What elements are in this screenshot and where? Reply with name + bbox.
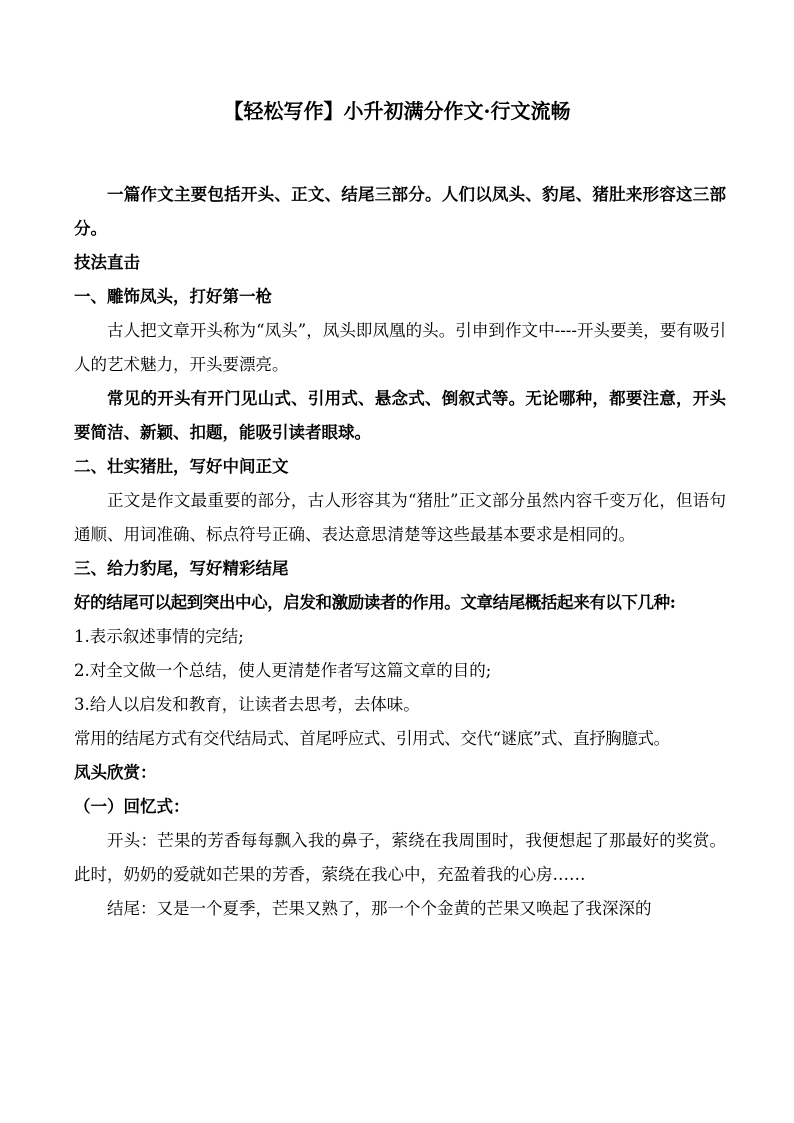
section-3-item-3: 3.给人以启发和教育，让读者去思考，去体味。 <box>74 695 420 714</box>
section-1-paragraph-2: 常见的开头有开门见山式、引用式、悬念式、倒叙式等。无论哪种，都要注意，开头要简洁、新颖、扣题，能吸引读者眼球。 <box>74 389 726 442</box>
section-3-summary: 常用的结尾方式有交代结局式、首尾呼应式、引用式、交代“谜底”式、直抒胸臆式。 <box>74 729 670 748</box>
section-3-item-2: 2.对全文做一个总结，使人更清楚作者写这篇文章的目的; <box>74 661 492 680</box>
appreciation-opening: 开头：芒果的芳香每每飘入我的鼻子，萦绕在我周围时，我便想起了那最好的奖赏。此时，奶奶的爱就如芒果的芳香，萦绕在我心中，充盈着我的心房…… <box>74 831 726 884</box>
appreciation-heading: 凤头欣赏： <box>74 763 157 782</box>
section-2-heading: 二、壮实猪肚，写好中间正文 <box>74 457 289 476</box>
section-1-heading: 一、雕饰凤头，打好第一枪 <box>74 287 272 306</box>
section-3-item-1: 1.表示叙述事情的完结; <box>74 627 244 646</box>
document-body <box>74 178 726 926</box>
section-1-paragraph-1: 古人把文章开头称为“凤头”，凤头即凤凰的头。引申到作文中----开头要美，要有吸引人的艺术魅力，开头要漂亮。 <box>74 321 726 374</box>
section-2-paragraph-1: 正文是作文最重要的部分，古人形容其为“猪肚”正文部分虽然内容千变万化，但语句通顺、用词准确、标点符号正确、表达意思清楚等这些最基本要求是相同的。 <box>74 491 726 544</box>
intro-paragraph: 一篇作文主要包括开头、正文、结尾三部分。人们以凤头、豹尾、猪肚来形容这三部分。 <box>74 185 726 238</box>
document-title: 【轻松写作】小升初满分作文·行文流畅 <box>223 99 571 123</box>
appreciation-ending: 结尾：又是一个夏季，芒果又熟了，那一个个金黄的芒果又唤起了我深深的 <box>107 899 652 918</box>
appreciation-sub-heading: （一）回忆式： <box>74 797 190 816</box>
section-label: 技法直击 <box>74 253 140 272</box>
section-3-heading: 三、给力豹尾，写好精彩结尾 <box>74 559 289 578</box>
section-3-lead: 好的结尾可以起到突出中心，启发和激励读者的作用。文章结尾概括起来有以下几种: <box>74 593 676 612</box>
